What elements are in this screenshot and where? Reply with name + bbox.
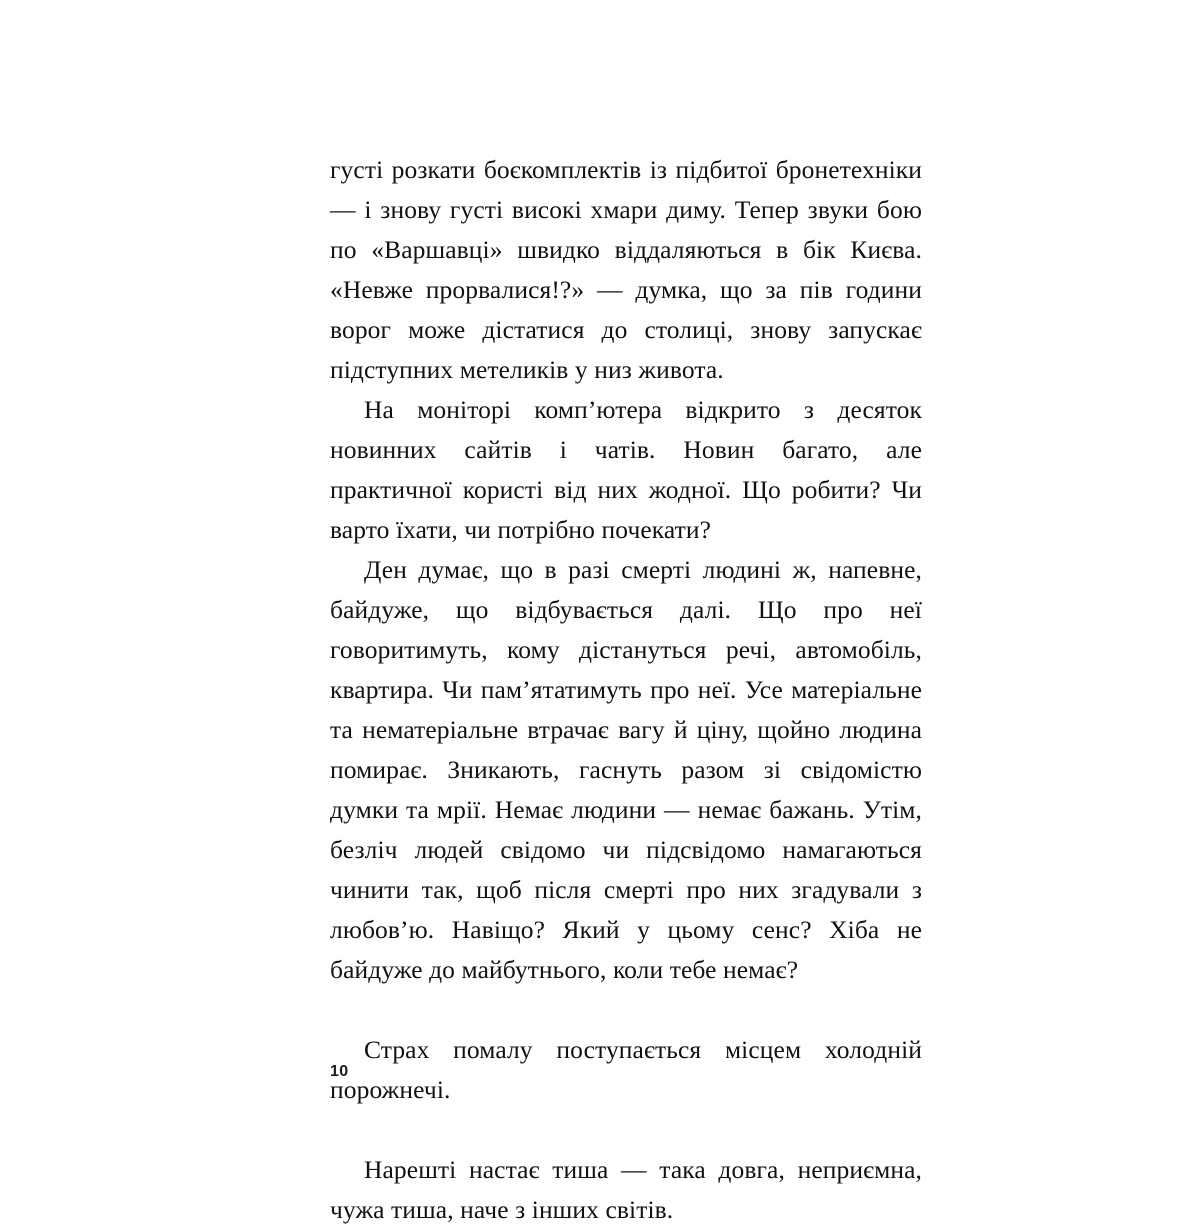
paragraph: Страх помалу поступається місцем холодній порожнечі. [330,1035,922,1104]
paragraph: Нарешті настає тиша — така довга, неприємна, чужа тиша, наче з інших світів. [330,1155,922,1224]
page-number: 10 [330,1063,349,1080]
paragraph: Ден думає, що в разі смерті людині ж, напевне, байдуже, що відбувається далі. Що про неї говоритимуть, кому дістануться речі, автомобіль, квартира. Чи пам’ятатимуть про неї. Усе матеріальне та нематеріальне втрачає вагу й ціну, щойно людина помирає. Зникають, гаснуть разом зі свідомістю думки та мрії. Немає людини — немає бажань. Утім, безліч людей свідомо чи підсвідомо намагаються чинити так, щоб після смерті про них згадували з любов’ю. Навіщо? Який у цьому сенс? Хіба не байдуже до майбутнього, коли тебе немає? [330,555,922,984]
paragraph: густі розкати боєкомплектів із підбитої бронетехніки — і знову густі високі хмари диму. Тепер звуки бою по «Варшавці» швидко віддаляються в бік Києва. «Невже прорвалися!?» — думка, що за пів години ворог може дістатися до столиці, знову запускає підступних метеликів у низ живота. [330,155,922,384]
paragraph: На моніторі комп’ютера відкрито з десяток новинних сайтів і чатів. Новин багато, але практичної користі від них жодної. Що робити? Чи варто їхати, чи потрібно почекати? [330,395,922,544]
body-text-column [330,150,922,1230]
